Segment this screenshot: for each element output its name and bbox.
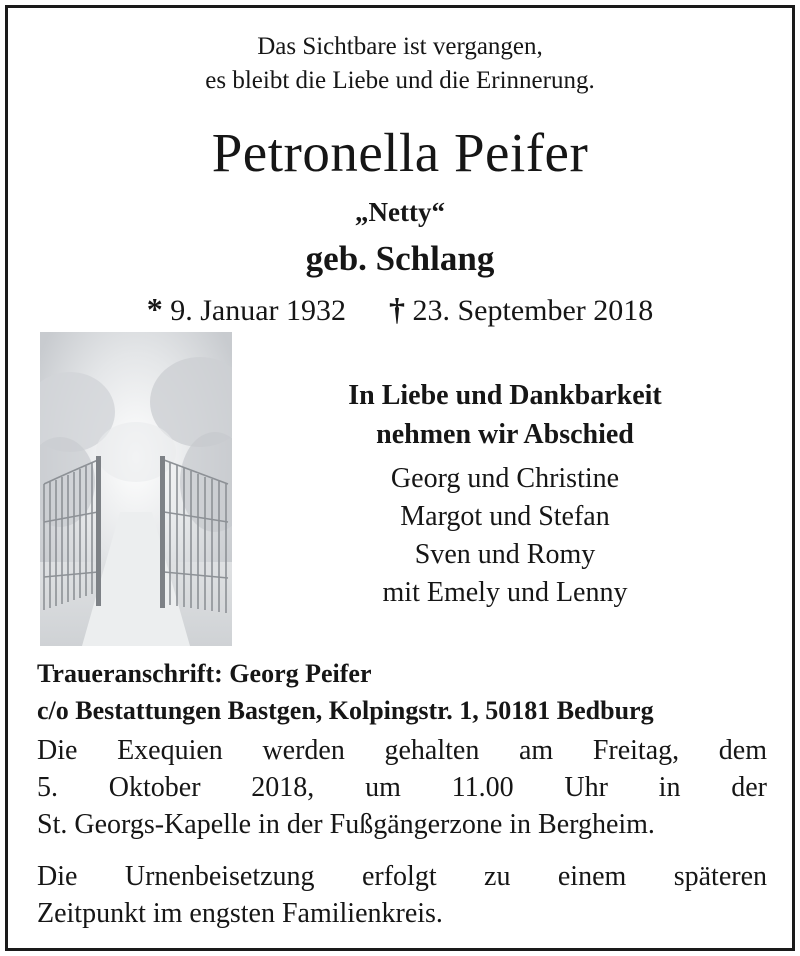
deceased-nickname: „Netty“ — [355, 197, 445, 227]
farewell-line-2: nehmen wir Abschied — [376, 419, 634, 450]
family-member-line: Georg und Christine — [390, 463, 620, 494]
motto-line-2: es bleibt die Liebe und die Erinnerung. — [205, 67, 595, 94]
family-member-line: mit Emely und Lenny — [382, 577, 628, 608]
family-member-line: Sven und Romy — [414, 539, 596, 570]
service-line: 5. Oktober 2018, um 11.00 Uhr in der — [37, 772, 767, 803]
deceased-maiden-name: geb. Schlang — [305, 239, 495, 278]
birth-date: 9. Januar 1932 — [170, 294, 346, 327]
deceased-name: Petronella Peifer — [211, 122, 589, 183]
mourning-address-line-2: c/o Bestattungen Bastgen, Kolpingstr. 1, 50181 Bedburg — [37, 696, 654, 725]
farewell-line-1: In Liebe und Dankbarkeit — [348, 380, 662, 411]
cemetery-gate-icon — [40, 332, 232, 646]
life-dates — [0, 288, 800, 332]
burial-line: Zeitpunkt im engsten Familienkreis. — [37, 898, 443, 929]
burial-line: Die Urnenbeisetzung erfolgt zu einem späteren — [37, 861, 767, 892]
service-line: Die Exequien werden gehalten am Freitag, dem — [37, 735, 767, 766]
service-line: St. Georgs-Kapelle in der Fußgängerzone in Bergheim. — [37, 809, 655, 840]
service-paragraph — [37, 732, 767, 843]
family-member-line: Margot und Stefan — [400, 501, 610, 532]
motto-line-1: Das Sichtbare ist vergangen, — [257, 33, 543, 60]
death-date: 23. September 2018 — [412, 294, 654, 327]
mourning-address-line-1: Traueranschrift: Georg Peifer — [37, 659, 372, 688]
death-cross-icon: † — [389, 291, 405, 327]
birth-star-icon: * — [146, 291, 163, 327]
burial-paragraph — [37, 858, 767, 932]
